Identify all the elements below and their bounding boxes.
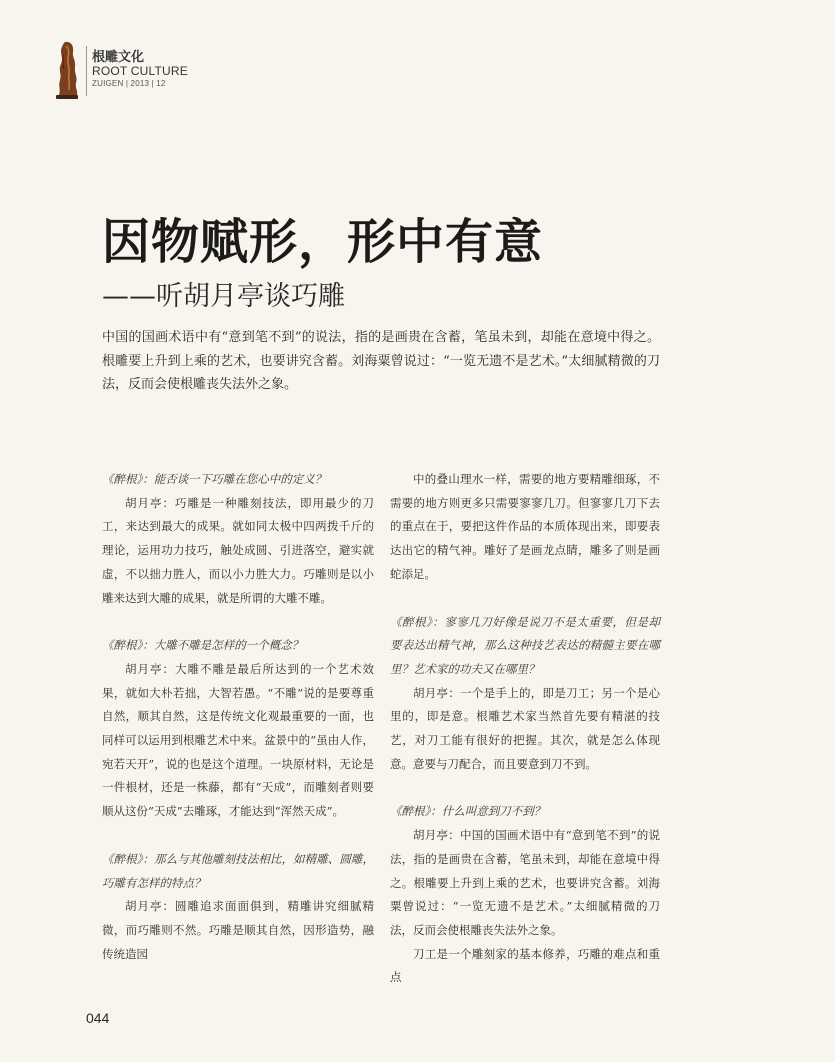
brand-block (92, 50, 188, 89)
article-title: 因物赋形，形中有意 (102, 214, 544, 270)
right-column (390, 468, 660, 990)
interview-paragraph: 刀工是一个雕刻家的基本修养，巧雕的难点和重点 (390, 946, 660, 985)
paragraph-gap (390, 776, 660, 800)
brand-title-cn: 根雕文化 (92, 50, 145, 65)
page-number: 044 (86, 1010, 110, 1026)
masthead-divider (86, 46, 87, 96)
interview-question: 《醉根》：寥寥几刀好像是说刀不是太重要，但是却要表达出精气神，那么这种技艺表达的精髓主要在哪里？艺术家的功夫又在哪里？ (390, 614, 660, 676)
left-column (102, 468, 374, 966)
interview-paragraph: 胡月亭：中国的国画术语中有“意到笔不到”的说法，指的是画贵在含蓄，笔虽未到，却能在意境中得之。根雕要上升到上乘的艺术，也要讲究含蓄。刘海粟曾说过：“一览无遗不是艺术。”太细腻精微的刀法，反而会使根雕丧失法外之象。 (390, 828, 660, 937)
article-lede: 中国的国画术语中有“意到笔不到”的说法，指的是画贵在含蓄，笔虽未到，却能在意境中得之。根雕要上升到上乘的艺术，也要讲究含蓄。刘海粟曾说过：“一览无遗不是艺术。”太细腻精微的刀法，反而会使根雕丧失法外之象。 (102, 330, 660, 392)
interview-paragraph: 胡月亭：巧雕是一种雕刻技法，即用最少的刀工，来达到最大的成果。就如同太极中四两拨千斤的理论，运用功力技巧，触处成圆、引进落空，避实就虚，不以拙力胜人，而以小力胜大力。巧雕则是以小雕来达到大雕的成果，就是所谓的大雕不雕。 (102, 495, 374, 605)
root-sculpture-icon (52, 40, 82, 100)
paragraph-gap (390, 587, 660, 611)
interview-paragraph: 胡月亭：大雕不雕是最后所达到的一个艺术效果，就如大朴若拙，大智若愚。“不雕”说的是要尊重自然，顺其自然，这是传统文化观最重要的一面，也同样可以运用到根雕艺术中来。盆景中的“虽由人作，宛若天开”，说的也是这个道理。一块原材料，无论是一件根材，还是一株藤，都有“天成”，而雕刻者则要顺从这份“天成”去雕琢，才能达到“浑然天成”。 (102, 661, 374, 819)
interview-question: 《醉根》：大雕不雕是怎样的一个概念？ (102, 638, 304, 653)
paragraph-gap (102, 610, 374, 634)
brand-title-en: ROOT CULTURE (92, 64, 188, 78)
interview-question: 《醉根》：什么叫意到刀不到？ (390, 804, 546, 819)
interview-question: 《醉根》：那么与其他雕刻技法相比，如精雕、圆雕，巧雕有怎样的特点？ (102, 851, 374, 890)
interview-paragraph: 胡月亭：一个是手上的，即是刀工；另一个是心里的，即是意。根雕艺术家当然首先要有精湛的技艺，对刀工能有很好的把握。其次，就是怎么体现意。意要与刀配合，而且要意到刀不到。 (390, 685, 660, 771)
interview-question: 《醉根》：能否谈一下巧雕在您心中的定义？ (102, 472, 327, 486)
article-subtitle: ——听胡月亭谈巧雕 (102, 281, 345, 312)
paragraph-gap (102, 824, 374, 848)
interview-paragraph: 中的叠山理水一样，需要的地方要精雕细琢，不需要的地方则更多只需要寥寥几刀。但寥寥几刀下去的重点在于，要把这件作品的本质体现出来，即要表达出它的精气神。雕好了是画龙点睛，雕多了则是画蛇添足。 (390, 472, 660, 581)
brand-issue: ZUIGEN | 2013 | 12 (92, 79, 166, 88)
interview-paragraph: 胡月亭：圆雕追求面面俱到，精雕讲究细腻精微，而巧雕则不然。巧雕是顺其自然，因形造势，融传统造园 (102, 899, 374, 961)
